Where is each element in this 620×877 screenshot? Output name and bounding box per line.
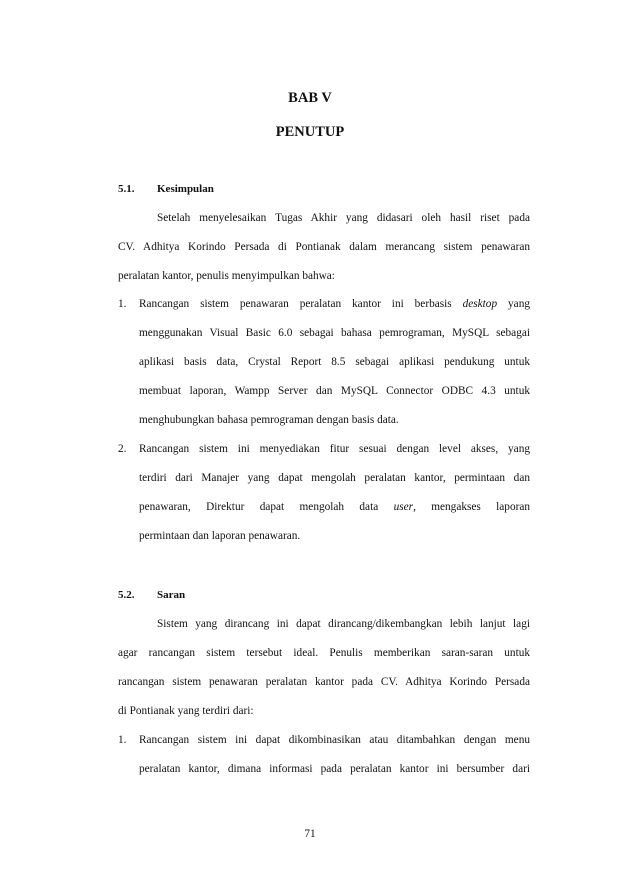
list-item-line: aplikasi basis data, Crystal Report 8.5 sebagai aplikasi pendukung untuk xyxy=(139,356,530,368)
list-item-line: menggunakan Visual Basic 6.0 sebagai bahasa pemrograman, MySQL sebagai xyxy=(139,327,530,339)
list-marker: 1. xyxy=(118,298,127,310)
chapter-title: BAB V xyxy=(288,90,332,106)
list-item-line: menghubungkan bahasa pemrograman dengan basis data. xyxy=(139,414,399,426)
page-number: 71 xyxy=(304,828,316,840)
paragraph-line: rancangan sistem penawaran peralatan kantor pada CV. Adhitya Korindo Persada xyxy=(118,676,530,688)
paragraph-line: Sistem yang dirancang ini dapat dirancang/dikembangkan lebih lanjut lagi xyxy=(157,618,530,630)
list-item-line: peralatan kantor, dimana informasi pada peralatan kantor ini bersumber dari xyxy=(139,763,530,775)
section-number: 5.2. xyxy=(118,589,135,601)
list-item-line: penawaran, Direktur dapat mengolah data user, mengakses laporan xyxy=(139,501,531,513)
list-item-line: Rancangan sistem ini menyediakan fitur sesuai dengan level akses, yang xyxy=(139,443,530,455)
list-item-line: Rancangan sistem ini dapat dikombinasikan atau ditambahkan dengan menu xyxy=(139,734,530,746)
section-number: 5.1. xyxy=(118,183,135,195)
paragraph-line: Setelah menyelesaikan Tugas Akhir yang didasari oleh hasil riset pada xyxy=(157,212,530,224)
section-heading: Kesimpulan xyxy=(157,183,214,195)
paragraph-line: peralatan kantor, penulis menyimpulkan bahwa: xyxy=(118,270,335,282)
paragraph-line: CV. Adhitya Korindo Persada di Pontianak dalam merancang sistem penawaran xyxy=(118,241,530,253)
list-item-line: Rancangan sistem penawaran peralatan kantor ini berbasis desktop yang xyxy=(139,298,530,310)
chapter-name: PENUTUP xyxy=(275,124,345,140)
paragraph-line: agar rancangan sistem tersebut ideal. Penulis memberikan saran-saran untuk xyxy=(118,647,530,659)
list-item-line: terdiri dari Manajer yang dapat mengolah peralatan kantor, permintaan dan xyxy=(139,472,530,484)
list-item-line: membuat laporan, Wampp Server dan MySQL Connector ODBC 4.3 untuk xyxy=(139,385,530,397)
list-marker: 2. xyxy=(118,443,127,455)
paragraph-line: di Pontianak yang terdiri dari: xyxy=(118,705,254,717)
section-heading: Saran xyxy=(157,589,186,601)
list-marker: 1. xyxy=(118,734,127,746)
list-item-line: permintaan dan laporan penawaran. xyxy=(139,530,301,542)
